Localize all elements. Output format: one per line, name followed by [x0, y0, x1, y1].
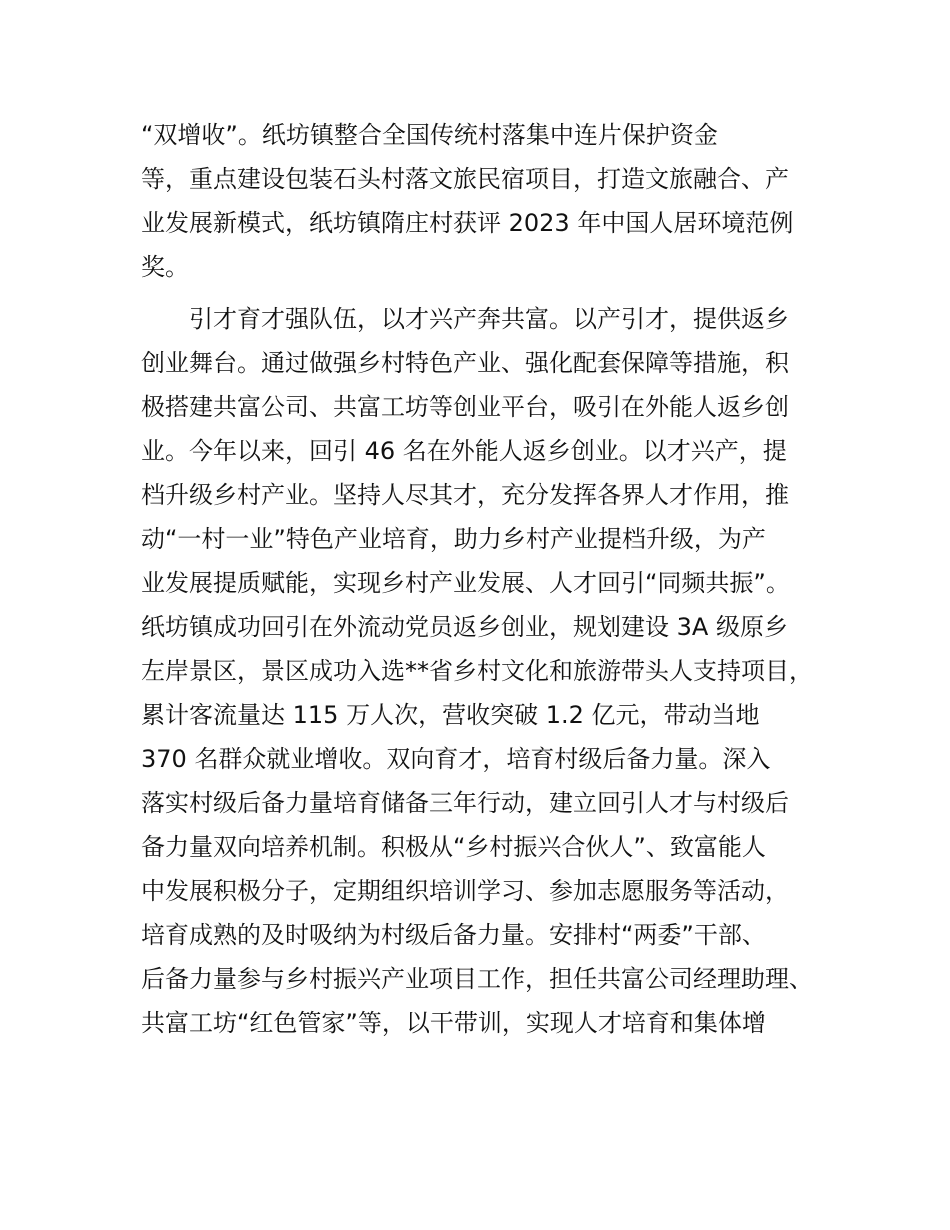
text-line-13: 左岸景区，景区成功入选**省乡村文化和旅游带头人支持项目， — [141, 657, 813, 685]
text-line-5: 引才育才强队伍，以才兴产奔共富。以产引才，提供返乡 — [189, 305, 789, 333]
text-line-14: 累计客流量达 115 万人次，营收突破 1.2 亿元，带动当地 — [141, 701, 760, 729]
text-line-1: “双增收”。纸坊镇整合全国传统村落集中连片保护资金 — [141, 121, 718, 149]
text-line-9: 档升级乡村产业。坚持人尽其才，充分发挥各界人才作用，推 — [141, 481, 789, 509]
text-line-10: 动“一村一业”特色产业培育，助力乡村产业提档升级，为产 — [141, 525, 766, 553]
text-line-12: 纸坊镇成功回引在外流动党员返乡创业，规划建设 3A 级原乡 — [141, 613, 788, 641]
text-line-20: 后备力量参与乡村振兴产业项目工作，担任共富公司经理助理、 — [141, 965, 813, 993]
text-line-6: 创业舞台。通过做强乡村特色产业、强化配套保障等措施，积 — [141, 349, 789, 377]
text-line-8: 业。今年以来，回引 46 名在外能人返乡创业。以才兴产，提 — [141, 437, 787, 465]
text-line-15: 370 名群众就业增收。双向育才，培育村级后备力量。深入 — [141, 745, 771, 773]
text-line-19: 培育成熟的及时吸纳为村级后备力量。安排村“两委”干部、 — [141, 921, 766, 949]
text-line-18: 中发展积极分子，定期组织培训学习、参加志愿服务等活动， — [141, 877, 789, 905]
text-line-17: 备力量双向培养机制。积极从“乡村振兴合伙人”、致富能人 — [141, 833, 766, 861]
text-line-3: 业发展新模式，纸坊镇隋庄村获评 2023 年中国人居环境范例 — [141, 209, 794, 237]
text-line-7: 极搭建共富公司、共富工坊等创业平台，吸引在外能人返乡创 — [141, 393, 789, 421]
text-line-4: 奖。 — [141, 253, 189, 281]
text-line-21: 共富工坊“红色管家”等，以干带训，实现人才培育和集体增 — [141, 1009, 766, 1037]
text-line-2: 等，重点建设包装石头村落文旅民宿项目，打造文旅融合、产 — [141, 165, 789, 193]
text-line-16: 落实村级后备力量培育储备三年行动，建立回引人才与村级后 — [141, 789, 789, 817]
text-line-11: 业发展提质赋能，实现乡村产业发展、人才回引“同频共振”。 — [141, 569, 790, 597]
